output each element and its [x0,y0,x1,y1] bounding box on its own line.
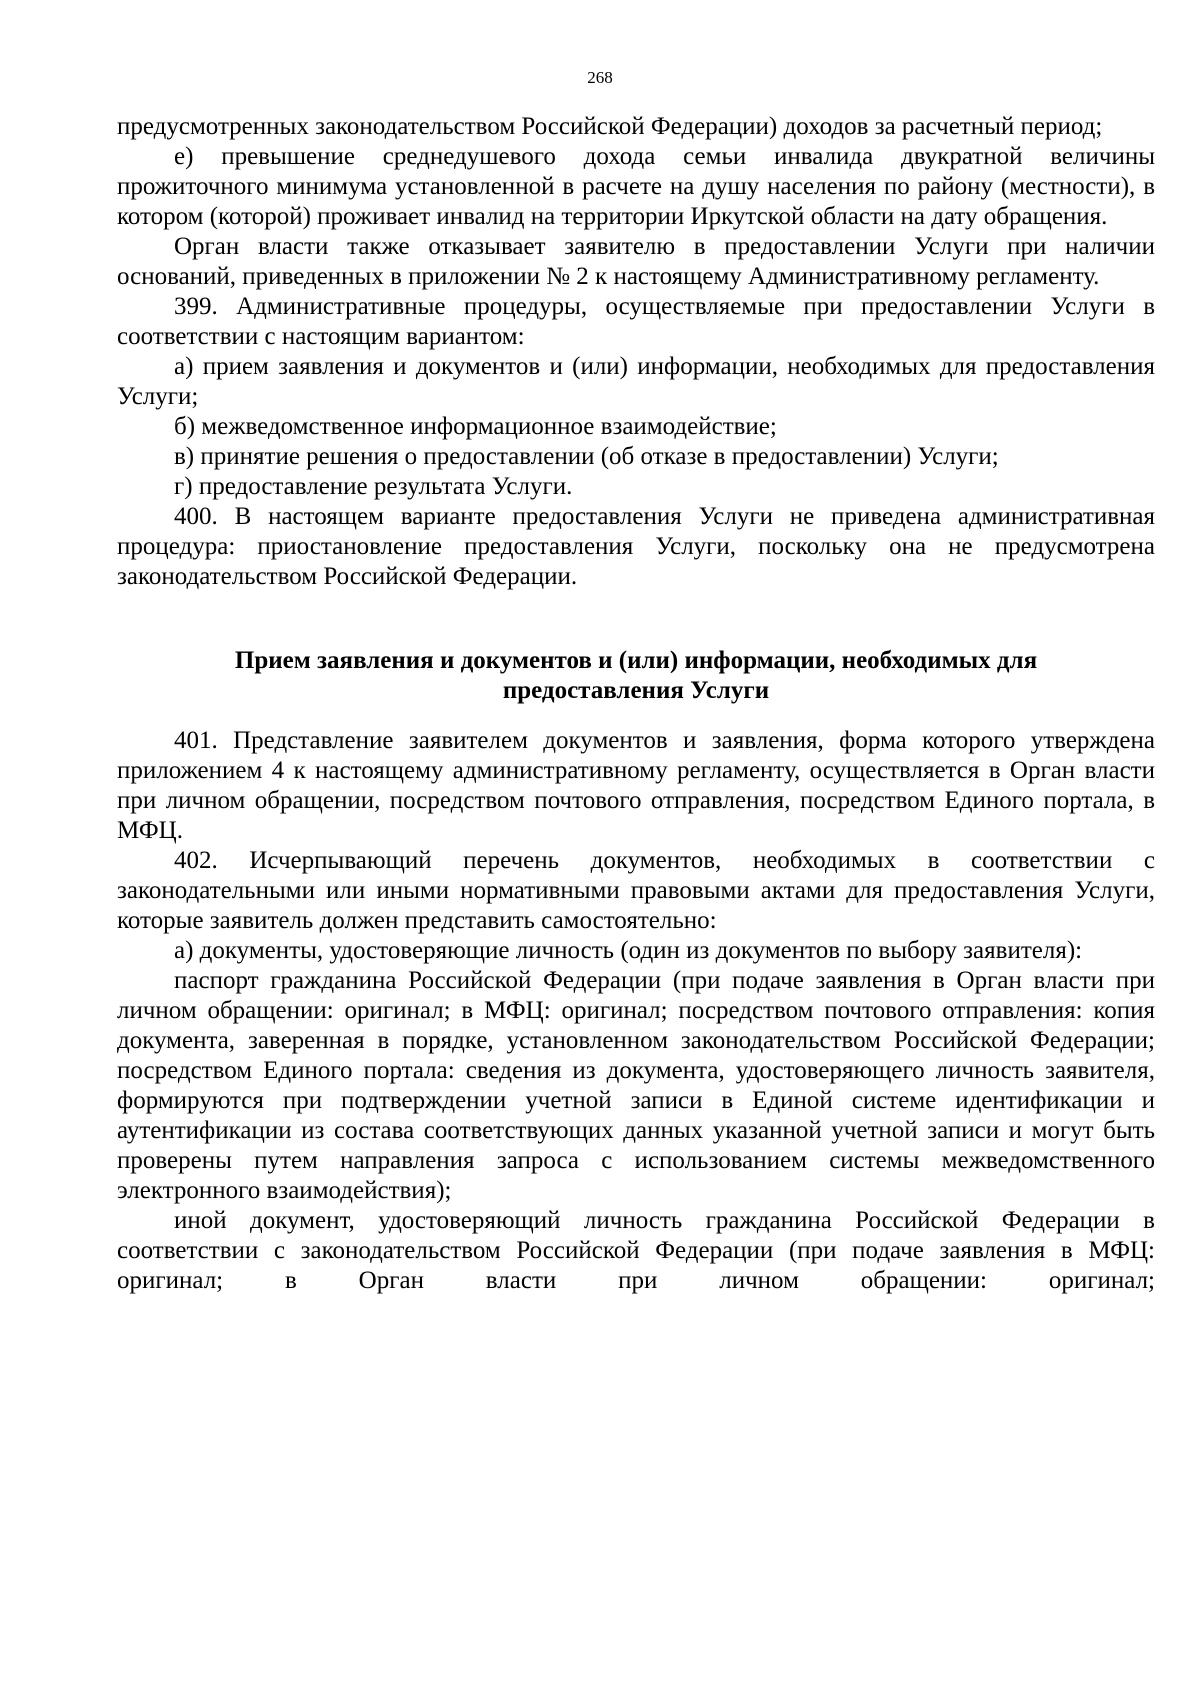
paragraph: 401. Представление заявителем документов и заявления, форма которого утверждена приложением 4 к настоящему административному регламенту, осуществляется в Орган власти при личном обращении, посредством почтового отправления, посредством Единого портала, в МФЦ. [117,727,1155,844]
paragraph: а) документы, удостоверяющие личность (один из документов по выбору заявителя): [174,937,1083,964]
paragraph: 402. Исчерпывающий перечень документов, необходимых в соответствии с законодательными или иными нормативными правовыми актами для предоставления Услуги, которые заявитель должен представить самостоятельно: [117,847,1155,934]
paragraph: Орган власти также отказывает заявителю в предоставлении Услуги при наличии оснований, приведенных в приложении № 2 к настоящему Административному регламенту. [117,233,1155,290]
paragraph: предусмотренных законодательством Российской Федерации) доходов за расчетный период; [117,113,1103,140]
section-heading-line-2: предоставления Услуги [502,677,770,704]
paragraph: паспорт гражданина Российской Федерации (при подаче заявления в Орган власти при личном обращении: оригинал; в МФЦ: оригинал; посредством почтового отправления: копия документа, заверенная в порядке, установленном законодательством Российской Федерации; посредством Единого портала: сведения из документа, удостоверяющего личность заявителя, формируются при подтверждении учетной записи в Единой системе идентификации и аутентификации из состава соответствующих данных указанной учетной записи и могут быть проверены путем направления запроса с использованием системы межведомственного электронного взаимодействия); [117,967,1155,1204]
paragraphs-before-heading [117,112,1155,592]
paragraph: е) превышение среднедушевого дохода семьи инвалида двукратной величины прожиточного минимума установленной в расчете на душу населения по району (местности), в котором (которой) проживает инвалид на территории Иркутской области на дату обращения. [117,143,1155,230]
page-number: 268 [587,68,613,87]
paragraph: в) принятие решения о предоставлении (об отказе в предоставлении) Услуги; [174,443,999,470]
section-heading [117,646,1155,706]
paragraph: 400. В настоящем варианте предоставления Услуги не приведена административная процедура: приостановление предоставления Услуги, поскольку она не предусмотрена законодательством Российской Федерации. [117,503,1155,590]
paragraph: иной документ, удостоверяющий личность гражданина Российской Федерации в соответствии с законодательством Российской Федерации (при подаче заявления в МФЦ: оригинал; в Орган власти при личном обращении: оригинал; [117,1207,1155,1294]
section-heading-line-1: Прием заявления и документов и (или) информации, необходимых для [234,647,1038,674]
paragraph: г) предоставление результата Услуги. [174,473,573,500]
paragraph: 399. Административные процедуры, осуществляемые при предоставлении Услуги в соответствии с настоящим вариантом: [117,293,1155,350]
paragraph: а) прием заявления и документов и (или) информации, необходимых для предоставления Услуги; [117,353,1155,410]
paragraphs-after-heading [117,726,1155,1296]
document-body [117,112,1155,1296]
paragraph: б) межведомственное информационное взаимодействие; [174,413,777,440]
